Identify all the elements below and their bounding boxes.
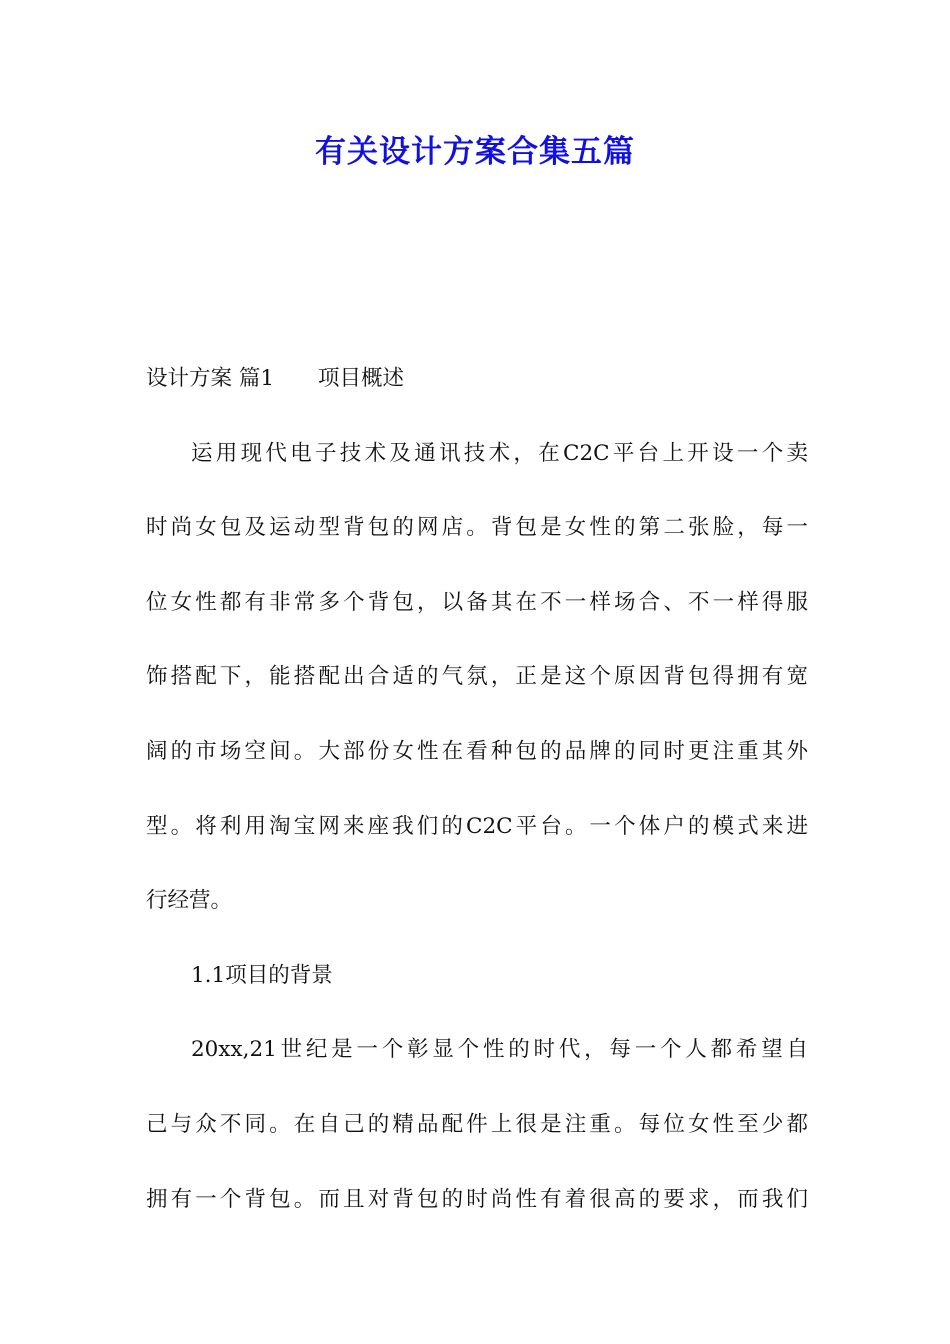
section-heading — [146, 342, 808, 417]
paragraph-line: 型。将利用淘宝网来座我们的C2C平台。一个体户的模式来进 — [146, 813, 808, 839]
heading-section: 项目概述 — [318, 366, 405, 391]
document-title: 有关设计方案合集五篇 — [315, 134, 635, 170]
paragraph-line: 运用现代电子技术及通讯技术，在C2C平台上开设一个卖 — [191, 440, 808, 466]
paragraph-line: 饰搭配下，能搭配出合适的气氛，正是这个原因背包得拥有宽 — [146, 664, 808, 690]
paragraph-line: 20xx,21世纪是一个彰显个性的时代，每一个人都希望自 — [191, 1037, 808, 1063]
paragraph-line: 己与众不同。在自己的精品配件上很是注重。每位女性至少都 — [146, 1111, 808, 1137]
paragraph-line: 阔的市场空间。大部份女性在看种包的品牌的同时更注重其外 — [146, 738, 808, 764]
paragraph-line: 时尚女包及运动型背包的网店。背包是女性的第二张脸，每一 — [146, 515, 808, 541]
paragraph-line: 行经营。 — [146, 888, 233, 914]
document-body — [146, 342, 808, 1237]
paragraph-line: 位女性都有非常多个背包，以备其在不一样场合、不一样得服 — [146, 589, 808, 615]
paragraph-line: 拥有一个背包。而且对背包的时尚性有着很高的要求，而我们 — [146, 1186, 808, 1212]
subheading: 1.1项目的背景 — [191, 962, 333, 988]
heading-label: 设计方案 篇1 — [146, 366, 275, 391]
